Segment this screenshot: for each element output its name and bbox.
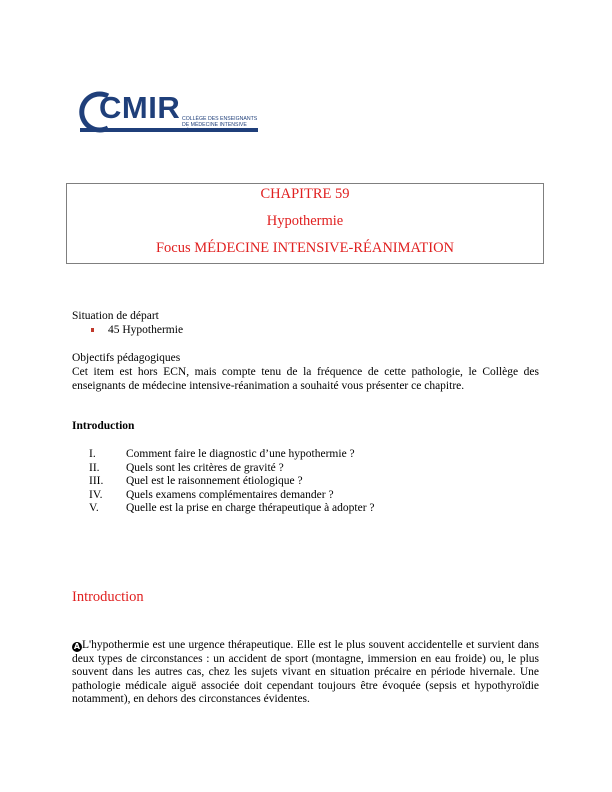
objectifs-text: Cet item est hors ECN, mais compte tenu de la fréquence de cette pathologie, le Collège des enseignants de médecine intensive-réanimation a souhaité vous présenter ce chapitre. xyxy=(72,366,539,392)
chapter-title: Hypothermie xyxy=(266,213,344,229)
intro-paragraph-text: L'hypothermie est une urgence thérapeutique. Elle est le plus souvent accidentelle et survient dans deux types de circonstances : un accident de sport (montagne, immersion en eau froide) ou, le plus souvent dans les autres cas, chez les sujets vivant en situation précaire en période hivernale. Une pathologie médicale aiguë associée doit cependant toujours être évoquée (sepsis et hypothyroïdie notamment), en dehors des circonstances évidentes. xyxy=(72,639,539,705)
logo-underline xyxy=(80,128,258,132)
intro-paragraph xyxy=(72,639,539,707)
bullet-icon xyxy=(91,328,94,332)
situation-item: 45 Hypothermie xyxy=(108,324,184,336)
logo-wordmark: CMIR xyxy=(99,90,181,125)
introduction-heading: Introduction xyxy=(72,420,135,432)
level-a-icon: A xyxy=(73,642,81,651)
chapter-header-box xyxy=(66,183,544,264)
section-title: Introduction xyxy=(72,589,144,605)
objectifs-label: Objectifs pédagogiques xyxy=(72,352,181,364)
cmir-logo xyxy=(78,90,263,138)
chapter-number: CHAPITRE 59 xyxy=(260,186,350,202)
logo-tagline: COLLÈGE DES ENSEIGNANTS DE MÉDECINE INTENSIVE xyxy=(182,116,258,128)
situation-label: Situation de départ xyxy=(72,310,159,322)
chapter-focus: Focus MÉDECINE INTENSIVE-RÉANIMATION xyxy=(155,240,455,256)
